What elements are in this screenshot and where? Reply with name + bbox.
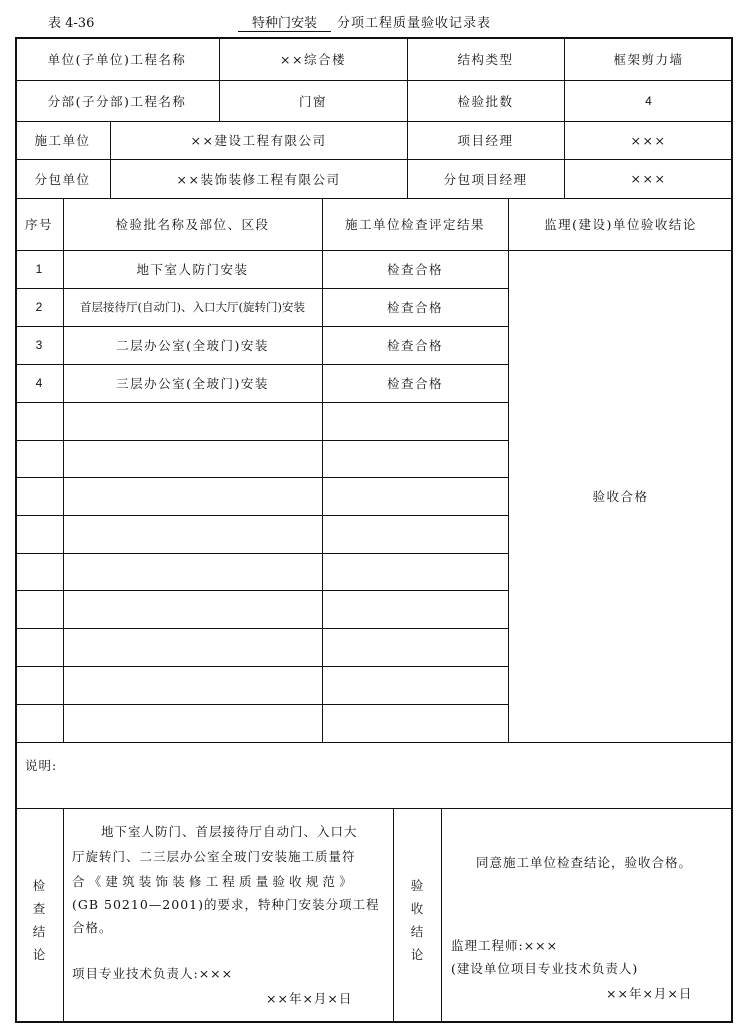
sub-pm-label: 分包项目经理 bbox=[443, 171, 528, 187]
table-number: 表 4-36 bbox=[48, 16, 95, 31]
form-title bbox=[238, 12, 491, 32]
acceptance-text: 同意施工单位检查结论，验收合格。 bbox=[476, 855, 693, 870]
row-2-name[interactable]: 首层接待厅(自动门)、入口大厅(旋转门)安装 bbox=[80, 300, 305, 314]
acceptance-conclusion-label: 验 收 结 论 bbox=[410, 878, 424, 962]
col-header-conclusion: 监理(建设)单位验收结论 bbox=[544, 217, 697, 232]
check-line-5: 合格。 bbox=[72, 920, 113, 935]
col-header-no: 序号 bbox=[24, 217, 53, 232]
check-signer: 项目专业技术负责人:××× bbox=[72, 966, 234, 981]
pm-value[interactable]: ××× bbox=[630, 132, 667, 148]
check-date: ××年×月×日 bbox=[266, 991, 353, 1006]
row-4-name[interactable]: 三层办公室(全玻门)安装 bbox=[116, 376, 269, 391]
contractor-label: 施工单位 bbox=[34, 133, 91, 148]
remarks-label: 说明: bbox=[25, 758, 58, 773]
subdivision-label: 分部(子分部)工程名称 bbox=[47, 93, 187, 109]
row-2-result[interactable]: 检查合格 bbox=[386, 300, 443, 315]
check-line-4: (GB 50210—2001)的要求，特种门安装分项工程 bbox=[72, 897, 380, 912]
col-header-name: 检验批名称及部位、区段 bbox=[115, 217, 270, 232]
check-line-2: 厅旋转门、二三层办公室全玻门安装施工质量符 bbox=[72, 849, 356, 864]
check-line-3: 合《建筑装饰装修工程质量验收规范》 bbox=[72, 874, 356, 889]
batch-count-value[interactable]: 4 bbox=[645, 93, 652, 108]
row-3-no: 3 bbox=[35, 338, 43, 352]
row-3-result[interactable]: 检查合格 bbox=[386, 338, 443, 353]
engineer-note: (建设单位项目专业技术负责人) bbox=[451, 961, 639, 976]
check-conclusion-label: 检 查 结 论 bbox=[32, 878, 46, 962]
pm-label: 项目经理 bbox=[457, 133, 514, 148]
contractor-value[interactable]: ××建设工程有限公司 bbox=[190, 133, 327, 148]
subcontractor-value[interactable]: ××装饰装修工程有限公司 bbox=[176, 171, 341, 187]
acceptance-conclusion[interactable]: 验收合格 bbox=[592, 489, 649, 504]
unit-project-label: 单位(子单位)工程名称 bbox=[47, 51, 187, 67]
sub-pm-value[interactable]: ××× bbox=[630, 171, 667, 186]
row-1-result[interactable]: 检查合格 bbox=[386, 262, 443, 277]
structure-label: 结构类型 bbox=[457, 51, 514, 67]
row-1-no: 1 bbox=[35, 262, 43, 276]
subcontractor-label: 分包单位 bbox=[34, 171, 91, 187]
supervising-engineer: 监理工程师:××× bbox=[451, 938, 559, 953]
row-2-no: 2 bbox=[35, 300, 43, 314]
structure-value[interactable]: 框架剪力墙 bbox=[613, 51, 684, 67]
title-rest: 分项工程质量验收记录表 bbox=[337, 16, 492, 31]
row-1-name[interactable]: 地下室人防门安装 bbox=[136, 262, 249, 277]
row-4-no: 4 bbox=[35, 376, 43, 390]
title-field[interactable]: 特种门安装 bbox=[238, 12, 331, 32]
batch-count-label: 检验批数 bbox=[457, 93, 514, 109]
row-4-result[interactable]: 检查合格 bbox=[386, 376, 443, 391]
acceptance-date: ××年×月×日 bbox=[606, 986, 693, 1001]
row-3-name[interactable]: 二层办公室(全玻门)安装 bbox=[116, 338, 269, 353]
unit-project-value[interactable]: ××综合楼 bbox=[280, 51, 346, 67]
subdivision-value[interactable]: 门窗 bbox=[298, 93, 327, 109]
check-line-1: 地下室人防门、首层接待厅自动门、入口大 bbox=[101, 824, 358, 839]
col-header-result: 施工单位检查评定结果 bbox=[344, 217, 485, 232]
